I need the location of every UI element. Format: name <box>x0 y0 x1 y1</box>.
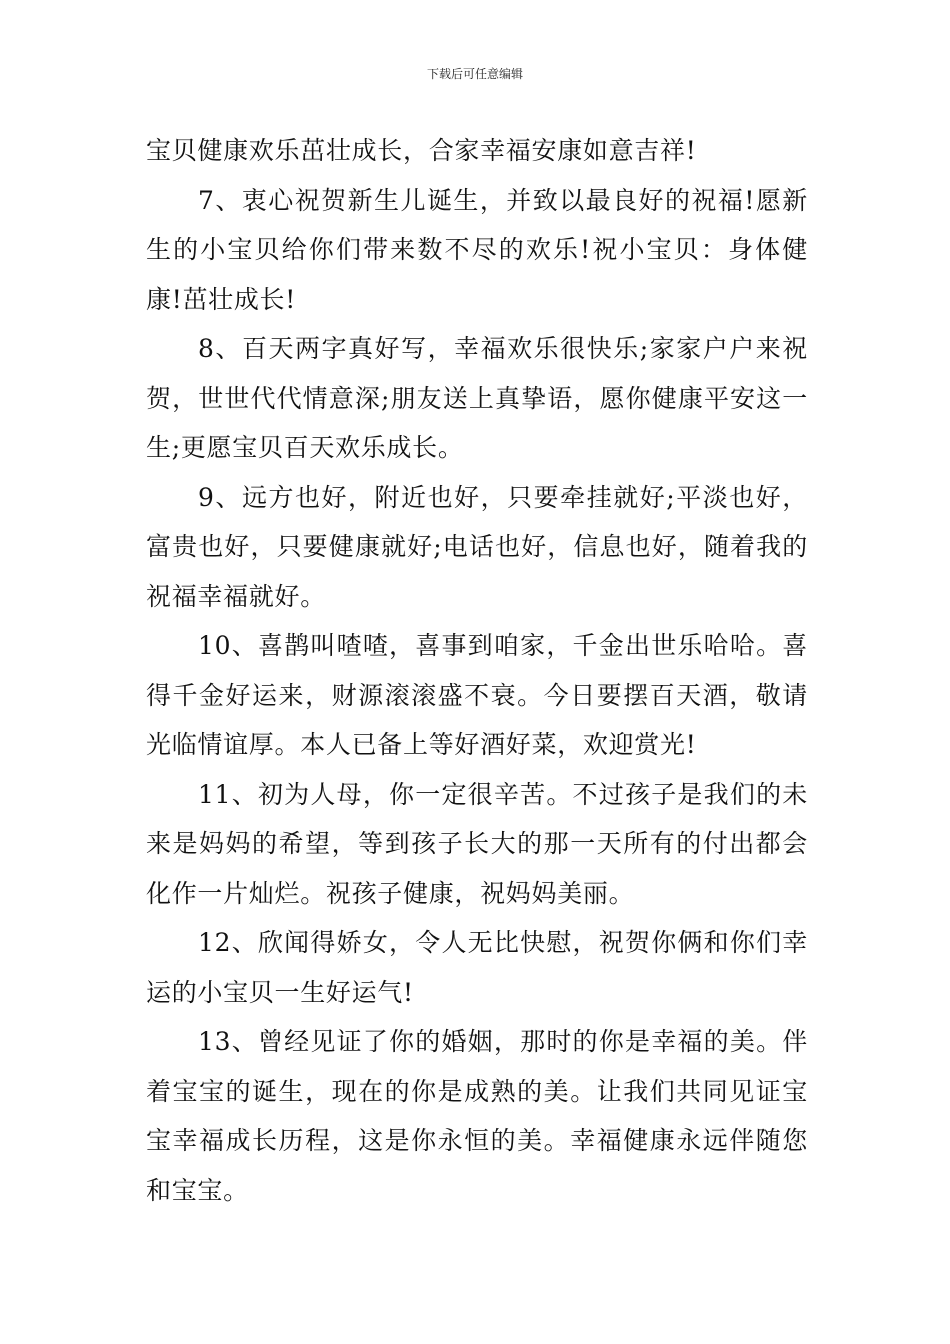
paragraph-item-9: 9、远方也好，附近也好，只要牵挂就好;平淡也好，富贵也好，只要健康就好;电话也好，信息也好，随着我的祝福幸福就好。 <box>146 482 808 611</box>
paragraph-continuation: 宝贝健康欢乐茁壮成长，合家幸福安康如意吉祥! <box>146 136 697 165</box>
paragraph-item-11: 11、初为人母，你一定很辛苦。不过孩子是我们的未来是妈妈的希望，等到孩子长大的那一天所有的付出都会化作一片灿烂。祝孩子健康，祝妈妈美丽。 <box>146 779 808 908</box>
paragraph-item-12: 12、欣闻得娇女，令人无比快慰，祝贺你俩和你们幸运的小宝贝一生好运气! <box>146 928 808 1007</box>
page-header: 下载后可任意编辑 <box>426 67 523 81</box>
paragraph-item-7: 7、衷心祝贺新生儿诞生，并致以最良好的祝福!愿新生的小宝贝给你们带来数不尽的欢乐!祝小宝贝：身体健康!茁壮成长! <box>146 185 808 314</box>
paragraph-item-8: 8、百天两字真好写，幸福欢乐很快乐;家家户户来祝贺，世世代代情意深;朋友送上真挚语，愿你健康平安这一生;更愿宝贝百天欢乐成长。 <box>146 334 808 462</box>
paragraph-item-13: 13、曾经见证了你的婚姻，那时的你是幸福的美。伴着宝宝的诞生，现在的你是成熟的美。让我们共同见证宝宝幸福成长历程，这是你永恒的美。幸福健康永远伴随您和宝宝。 <box>146 1027 808 1205</box>
paragraph-item-10: 10、喜鹊叫喳喳，喜事到咱家，千金出世乐哈哈。喜得千金好运来，财源滚滚盛不衰。今日要摆百天酒，敬请光临情谊厚。本人已备上等好酒好菜，欢迎赏光! <box>146 631 808 759</box>
document-body <box>146 126 808 1215</box>
